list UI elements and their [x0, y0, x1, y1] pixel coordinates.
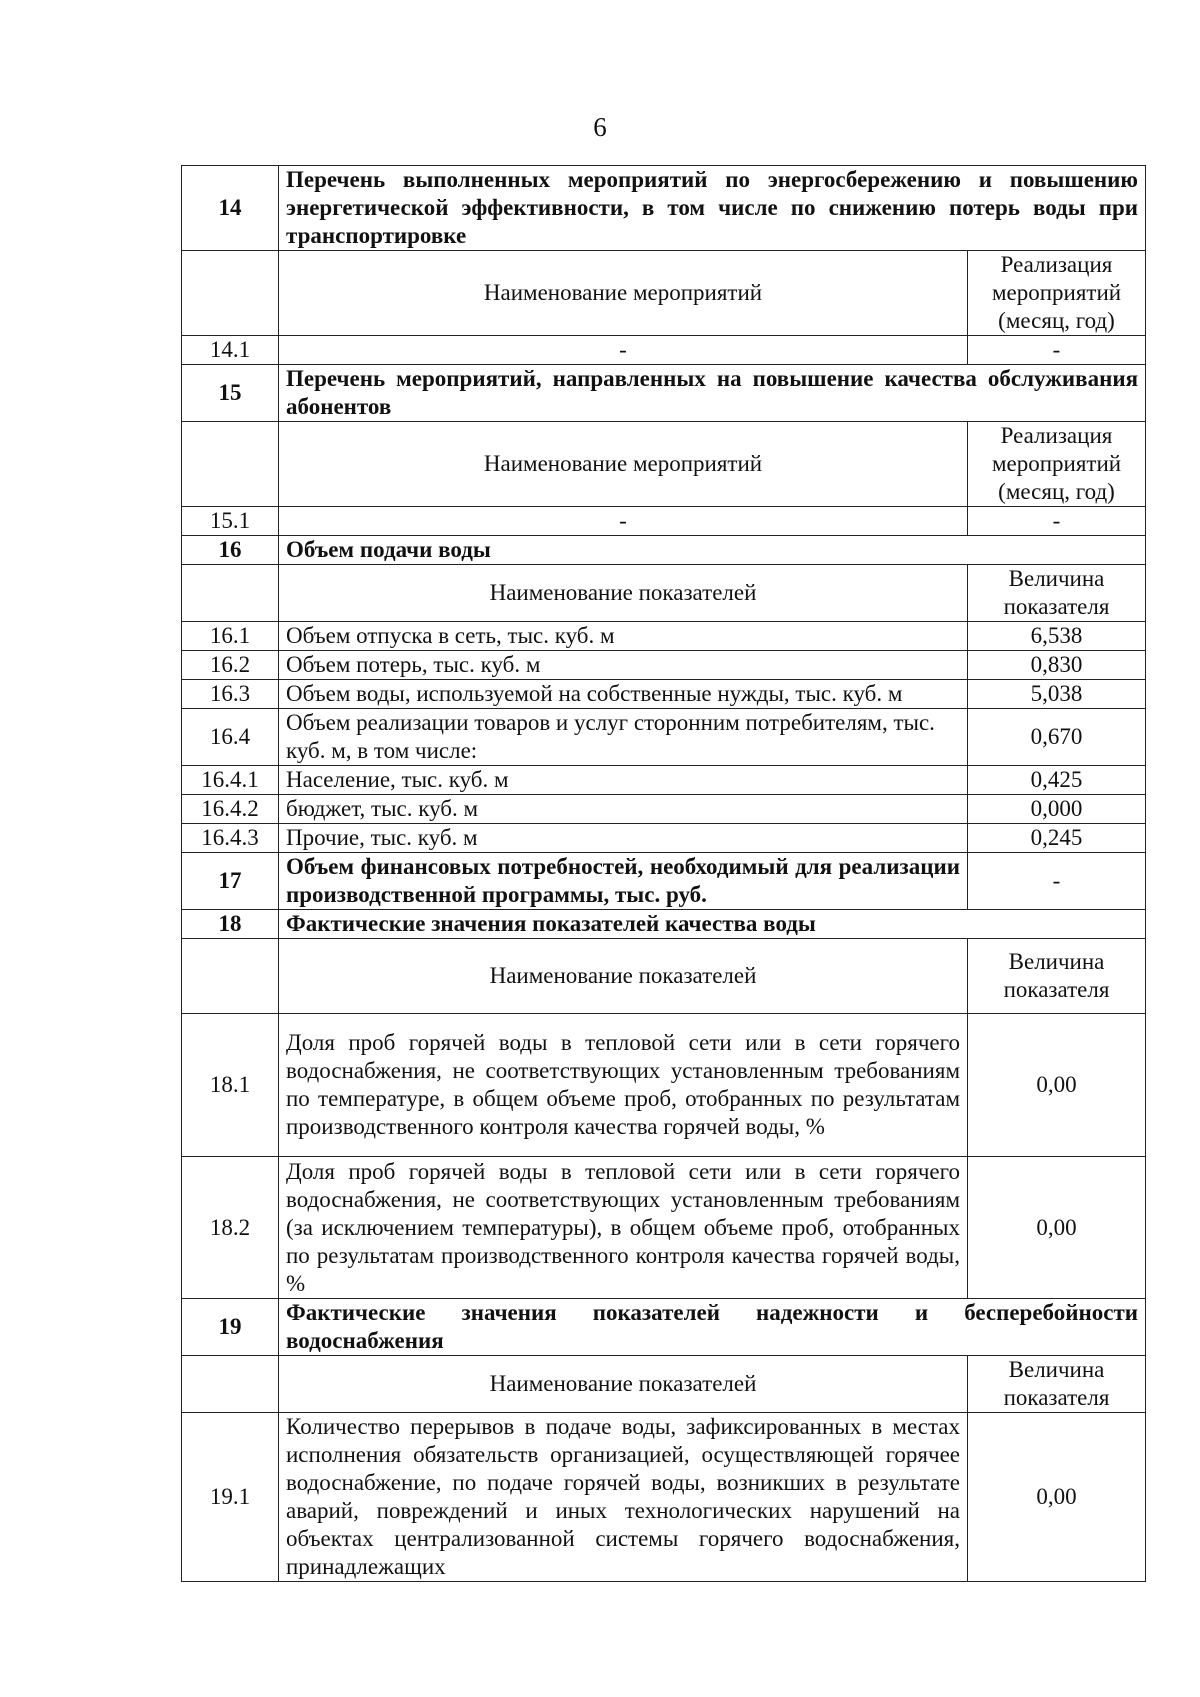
- empty-cell: [182, 1356, 279, 1413]
- row-name: Объем реализации товаров и услуг сторонним потребителям, тыс. куб. м, в том числе:: [279, 709, 968, 766]
- empty-cell: [182, 422, 279, 507]
- row-value: 0,000: [968, 795, 1146, 824]
- row-value: 5,038: [968, 680, 1146, 709]
- row-number: 16.4.3: [182, 824, 279, 853]
- row-value: 0,830: [968, 651, 1146, 680]
- row-number: 16.3: [182, 680, 279, 709]
- table-row: [182, 709, 1146, 766]
- row-number: 19.1: [182, 1413, 279, 1582]
- page-number: 6: [593, 112, 607, 142]
- column-header-row: [182, 565, 1146, 622]
- row-value: 0,00: [968, 1413, 1146, 1582]
- column-header-row: [182, 422, 1146, 507]
- row-name: Население, тыс. куб. м: [279, 766, 968, 795]
- row-name: Объем потерь, тыс. куб. м: [279, 651, 968, 680]
- table-row: [182, 336, 1146, 365]
- section-title: Перечень мероприятий, направленных на повышение качества обслуживания абонентов: [279, 365, 1146, 422]
- row-name: Объем отпуска в сеть, тыс. куб. м: [279, 622, 968, 651]
- row-value: 0,00: [968, 1157, 1146, 1299]
- row-value: 0,245: [968, 824, 1146, 853]
- row-number: 18.1: [182, 1014, 279, 1157]
- row-number: 16.1: [182, 622, 279, 651]
- row-value: -: [968, 507, 1146, 536]
- row-name: Количество перерывов в подаче воды, зафиксированных в местах исполнения обязательств организацией, осуществляющей горячее водоснабжение, по подаче горячей воды, возникших в результате аварий, повреждений и иных технологических нарушений на объектах централизованной системы горячего водоснабжения, принадлежащих: [279, 1413, 968, 1582]
- empty-cell: [182, 939, 279, 1014]
- row-name: -: [279, 336, 968, 365]
- table-row: [182, 766, 1146, 795]
- row-value: -: [968, 336, 1146, 365]
- section-number: 18: [182, 910, 279, 939]
- row-value: 6,538: [968, 622, 1146, 651]
- section-number: 16: [182, 536, 279, 565]
- column-header-name: Наименование показателей: [279, 565, 968, 622]
- section-number: 19: [182, 1299, 279, 1356]
- section-title: Объем финансовых потребностей, необходимый для реализации производственной программы, тыс. руб.: [279, 853, 968, 910]
- section-17-row: [182, 853, 1146, 910]
- row-number: 16.4.2: [182, 795, 279, 824]
- row-name: Доля проб горячей воды в тепловой сети или в сети горячего водоснабжения, не соответствующих установленным требованиям (за исключением температуры), в общем объеме проб, отобранных по результатам производственного контроля качества горячей воды, %: [279, 1157, 968, 1299]
- section-title: Перечень выполненных мероприятий по энергосбережению и повышению энергетической эффективности, в том числе по снижению потерь воды при транспортировке: [279, 166, 1146, 251]
- row-number: 15.1: [182, 507, 279, 536]
- column-header-name: Наименование мероприятий: [279, 422, 968, 507]
- row-value: 0,00: [968, 1014, 1146, 1157]
- table-row: [182, 680, 1146, 709]
- table-row: [182, 795, 1146, 824]
- column-header-name: Наименование показателей: [279, 939, 968, 1014]
- empty-cell: [182, 565, 279, 622]
- section-number: 15: [182, 365, 279, 422]
- section-14-header: [182, 166, 1146, 251]
- section-15-header: [182, 365, 1146, 422]
- table-row: [182, 1014, 1146, 1157]
- column-header-name: Наименование показателей: [279, 1356, 968, 1413]
- row-name: Прочие, тыс. куб. м: [279, 824, 968, 853]
- section-title: Объем подачи воды: [279, 536, 1146, 565]
- table-row: [182, 824, 1146, 853]
- indicators-table: [181, 165, 1146, 1582]
- column-header-value: Реализация мероприятий (месяц, год): [968, 422, 1146, 507]
- row-number: 16.2: [182, 651, 279, 680]
- column-header-value: Величина показателя: [968, 939, 1146, 1014]
- row-name: -: [279, 507, 968, 536]
- table-row: [182, 507, 1146, 536]
- section-16-header: [182, 536, 1146, 565]
- column-header-value: Реализация мероприятий (месяц, год): [968, 251, 1146, 336]
- section-number: 17: [182, 853, 279, 910]
- table-row: [182, 1413, 1146, 1582]
- column-header-row: [182, 1356, 1146, 1413]
- row-number: 16.4: [182, 709, 279, 766]
- row-number: 14.1: [182, 336, 279, 365]
- row-number: 16.4.1: [182, 766, 279, 795]
- column-header-value: Величина показателя: [968, 1356, 1146, 1413]
- section-title: Фактические значения показателей надежности и бесперебойности водоснабжения: [279, 1299, 1146, 1356]
- section-19-header: [182, 1299, 1146, 1356]
- row-name: Объем воды, используемой на собственные нужды, тыс. куб. м: [279, 680, 968, 709]
- section-18-header: [182, 910, 1146, 939]
- row-value: 0,670: [968, 709, 1146, 766]
- row-value: -: [968, 853, 1146, 910]
- column-header-row: [182, 939, 1146, 1014]
- table-row: [182, 1157, 1146, 1299]
- row-name: бюджет, тыс. куб. м: [279, 795, 968, 824]
- empty-cell: [182, 251, 279, 336]
- column-header-value: Величина показателя: [968, 565, 1146, 622]
- section-number: 14: [182, 166, 279, 251]
- table-row: [182, 651, 1146, 680]
- row-value: 0,425: [968, 766, 1146, 795]
- column-header-row: [182, 251, 1146, 336]
- section-title: Фактические значения показателей качества воды: [279, 910, 1146, 939]
- table-row: [182, 622, 1146, 651]
- row-number: 18.2: [182, 1157, 279, 1299]
- row-name: Доля проб горячей воды в тепловой сети или в сети горячего водоснабжения, не соответствующих установленным требованиям по температуре, в общем объеме проб, отобранных по результатам производственного контроля качества горячей воды, %: [279, 1014, 968, 1157]
- column-header-name: Наименование мероприятий: [279, 251, 968, 336]
